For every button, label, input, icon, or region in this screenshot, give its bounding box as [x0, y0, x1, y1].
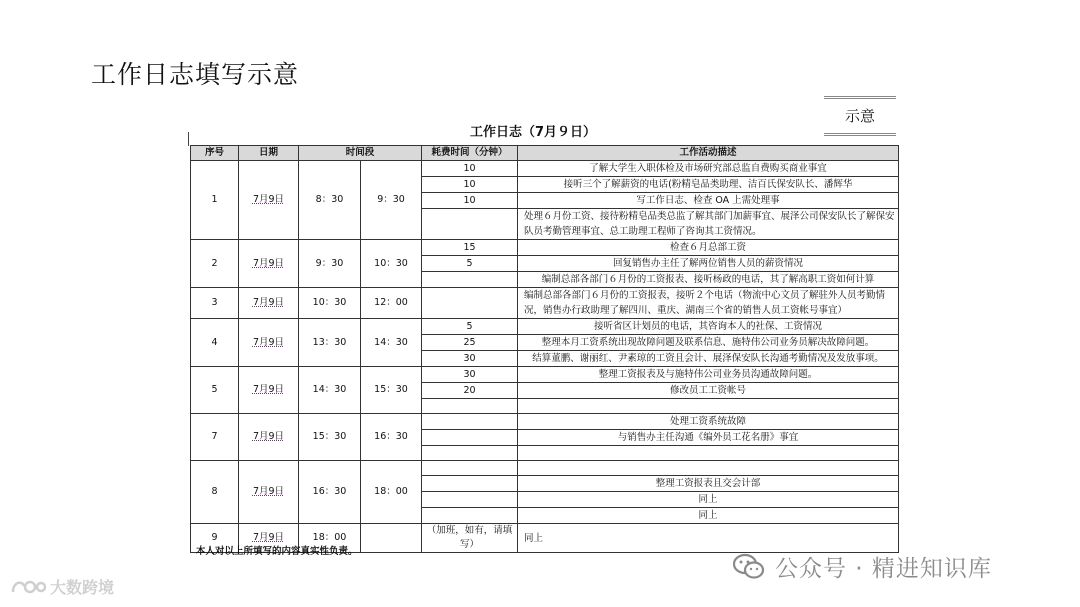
footnote: 本人对以上所填写的内容真实性负责。: [196, 546, 358, 557]
row-description: 编制总部各部门６月份的工资报表，接听２个电话（物流中心文员了解驻外人员考勤情况，销售办行政助理了解四川、重庆、湖南三个省的销售人员工资帐号事宜）: [518, 288, 899, 319]
row-description: 写工作日志、检查 OA 上需处理事: [518, 193, 899, 209]
row-number: 7: [191, 414, 239, 461]
row-minutes: （加班，如有，请填写）: [422, 524, 518, 553]
row-date: 7月9日: [239, 161, 299, 240]
row-description: 整理本月工资系统出现故障问题及联系信息、施特伟公司业务员解决故障问题。: [518, 335, 899, 351]
row-minutes: 30: [422, 351, 518, 367]
row-start-time: 13：30: [299, 319, 361, 367]
row-number: 1: [191, 161, 239, 240]
row-description: 同上: [518, 508, 899, 524]
row-minutes: [422, 461, 518, 476]
table-row: [191, 461, 899, 476]
work-log-document: [190, 145, 898, 553]
row-start-time: 8：30: [299, 161, 361, 240]
table-header-row: [191, 146, 899, 161]
table-body: [191, 161, 899, 553]
sample-tag: [824, 96, 896, 136]
header-minutes: 耗费时间（分钟）: [422, 146, 518, 161]
row-description: 同上: [518, 524, 899, 553]
row-number: 8: [191, 461, 239, 524]
row-date: 7月9日: [239, 240, 299, 288]
watermark-logo: [10, 575, 114, 598]
row-start-time: 16：30: [299, 461, 361, 524]
row-end-time: 9：30: [361, 161, 422, 240]
logo-icon: [10, 578, 46, 596]
row-date: 7月9日: [239, 524, 299, 553]
row-date: 7月9日: [239, 319, 299, 367]
row-minutes: 10: [422, 193, 518, 209]
header-no: 序号: [191, 146, 239, 161]
row-description: 接听三个了解薪资的电话(粉精皂品类助理、洁百氏保安队长、潘辉华: [518, 177, 899, 193]
row-number: 9: [191, 524, 239, 553]
row-minutes: [422, 430, 518, 446]
row-start-time: 15：30: [299, 414, 361, 461]
row-description: 整理工资报表且交会计部: [518, 476, 899, 492]
row-minutes: [422, 446, 518, 461]
row-description: 处理６月份工资、接待粉精皂品类总监了解其部门加薪事宜、展泽公司保安队长了解保安队员考勤管理事宜、总工助理工程师了咨询其工资情况。: [518, 209, 899, 240]
watermark-wechat: [733, 550, 992, 583]
row-end-time: [361, 524, 422, 553]
header-description: 工作活动描述: [518, 146, 899, 161]
row-start-time: 14：30: [299, 367, 361, 414]
sample-tag-label: 示意: [844, 107, 875, 125]
row-minutes: 10: [422, 177, 518, 193]
row-number: 5: [191, 367, 239, 414]
row-description: 接听省区计划员的电话，其咨询本人的社保、工资情况: [518, 319, 899, 335]
row-description: 了解大学生入职体检及市场研究部总监自费购买商业事宜: [518, 161, 899, 177]
row-minutes: 25: [422, 335, 518, 351]
work-log-table: [190, 145, 899, 553]
row-number: 3: [191, 288, 239, 319]
row-start-time: 9：30: [299, 240, 361, 288]
row-description: 结算董鹏、谢丽红、尹素琼的工资且会计、展泽保安队长沟通考勤情况及发放事项。: [518, 351, 899, 367]
row-description: 检查６月总部工资: [518, 240, 899, 256]
row-minutes: [422, 508, 518, 524]
row-end-time: 15：30: [361, 367, 422, 414]
row-description: 整理工资报表及与施特伟公司业务员沟通故障问题。: [518, 367, 899, 383]
watermark-wechat-text: 公众号 · 精进知识库: [775, 556, 992, 582]
row-minutes: 10: [422, 161, 518, 177]
document-title: 工作日志（7月９日）: [470, 125, 597, 140]
row-minutes: [422, 209, 518, 240]
watermark-logo-text: 大数跨境: [50, 578, 115, 597]
row-date: 7月9日: [239, 461, 299, 524]
row-minutes: [422, 399, 518, 414]
row-end-time: 16：30: [361, 414, 422, 461]
row-minutes: [422, 272, 518, 288]
row-description: 同上: [518, 492, 899, 508]
row-description: 修改员工工资帐号: [518, 383, 899, 399]
crop-mark: [188, 132, 189, 146]
wechat-icon: [733, 553, 765, 581]
row-minutes: 15: [422, 240, 518, 256]
header-time-range: 时间段: [299, 146, 422, 161]
row-minutes: 5: [422, 319, 518, 335]
table-row: [191, 161, 899, 177]
row-end-time: 12：00: [361, 288, 422, 319]
row-date: 7月9日: [239, 367, 299, 414]
row-description: [518, 399, 899, 414]
row-minutes: [422, 414, 518, 430]
row-description: 编制总部各部门６月份的工资报表、接听杨政的电话，其了解高职工资如何计算: [518, 272, 899, 288]
table-row: [191, 367, 899, 383]
table-row: [191, 414, 899, 430]
row-minutes: [422, 476, 518, 492]
row-description: 与销售办主任沟通《编外员工花名册》事宜: [518, 430, 899, 446]
row-number: 2: [191, 240, 239, 288]
row-start-time: 18：00: [299, 524, 361, 553]
row-minutes: 5: [422, 256, 518, 272]
row-number: 4: [191, 319, 239, 367]
table-row: [191, 240, 899, 256]
row-start-time: 10：30: [299, 288, 361, 319]
table-row: [191, 319, 899, 335]
row-minutes: [422, 288, 518, 319]
row-minutes: 30: [422, 367, 518, 383]
row-description: [518, 446, 899, 461]
row-description: [518, 461, 899, 476]
row-date: 7月9日: [239, 288, 299, 319]
row-description: 处理工资系统故障: [518, 414, 899, 430]
slide-title: 工作日志填写示意: [91, 60, 300, 89]
row-minutes: 20: [422, 383, 518, 399]
row-minutes: [422, 492, 518, 508]
row-end-time: 10：30: [361, 240, 422, 288]
row-date: 7月9日: [239, 414, 299, 461]
row-end-time: 18：00: [361, 461, 422, 524]
row-end-time: 14：30: [361, 319, 422, 367]
header-date: 日期: [239, 146, 299, 161]
row-description: 回复销售办主任了解两位销售人员的薪资情况: [518, 256, 899, 272]
